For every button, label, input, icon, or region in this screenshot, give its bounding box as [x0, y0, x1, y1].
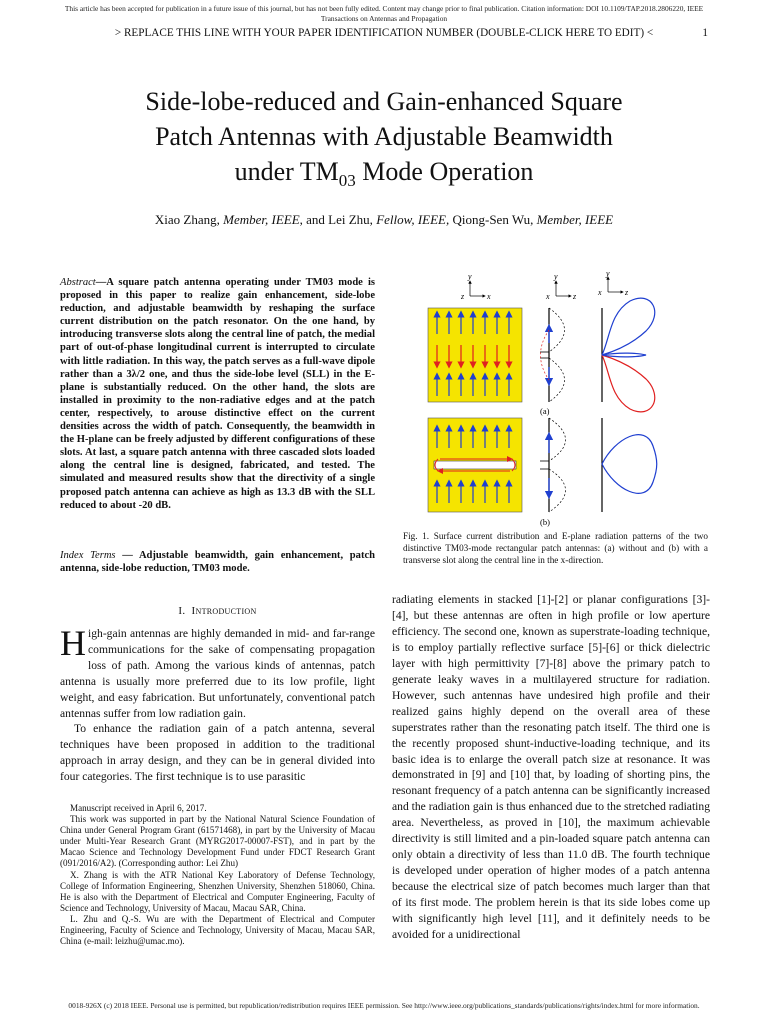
caption-text: Surface current distribution and E-plane radiation patterns of the two distinctive TM03-mode rectangular patch antennas: (a) without and (b) with a transverse slot along the central line in the x-direction.: [403, 531, 708, 565]
axis-triad-2: [556, 282, 570, 296]
abstract: [60, 276, 375, 512]
axis-label-y3: y: [606, 269, 610, 278]
axis-triad-1: [470, 282, 484, 296]
axis-label-z2: z: [573, 292, 577, 301]
title-line-1: Side-lobe-reduced and Gain-enhanced Square: [145, 87, 623, 116]
title-line-3: under $TM_{03}$ Mode Operation: [234, 157, 534, 191]
index-terms: [60, 549, 375, 575]
figure-caption: [403, 530, 708, 566]
subfigure-label-b: (b): [540, 517, 550, 527]
axis-label-y1: y: [468, 272, 472, 281]
paper-title: [60, 84, 708, 198]
page-number: 1: [702, 27, 708, 39]
axis-label-x1: x: [487, 292, 491, 301]
right-column-text: radiating elements in stacked [1]-[2] or planar configurations [3]-[4], but these antennas are often in high profile or low aperture efficiency. The second one, known as superstrate-loading technique, is to employ partially reflective surface [5]-[6] or thick dielectric layer with high permittivity [7]-[8] above the primary patch to generate leaky waves in a multilayered structure for radiation. However, such antennas have undesired high profile and their realized gains highly depend on the overall area of these superstrates rather than the resonating patch itself. The third one is the recently proposed shunt-inductive-loading technique, and its basic idea is to enlarge the overall patch size at resonance. It was demonstrated in [9] and [10] that, by loading of shorting pins, the resonant frequency of a patch antenna can be significantly increased and the radiation gain is thus enhanced due to the stretched radiating area. Nevertheless, as proved in [10], the maximum achievable directivity is still limited and a pin-loaded square patch antenna can only obtain a directivity of less than 11.0 dB. The fourth technique is developed under operation of higher modes of a patch antenna because the electrical size of patch becomes much larger than that of its first mode. The problem herein is that its side lobes come up with significantly high level [11], and it definitely needs to be avoided for a unidirectional: [392, 593, 710, 942]
patch-a: [428, 308, 522, 402]
axis-label-z3: z: [625, 288, 629, 297]
radiation-pattern-b: [602, 418, 657, 512]
abstract-label: Abstract: [60, 277, 96, 288]
caption-label: Fig. 1.: [403, 531, 430, 541]
author-list: Xiao Zhang, Member, IEEE, and Lei Zhu, Fellow, IEEE, Qiong-Sen Wu, Member, IEEE: [154, 212, 614, 227]
subfigure-label-a: (a): [540, 406, 550, 416]
side-view-a: [540, 308, 565, 402]
copyright-footer: 0018-926X (c) 2018 IEEE. Personal use is permitted, but republication/redistribution requires IEEE permission. See http://www.ieee.org/publications_standards/publications/rights/index.html for more information.: [68, 1001, 700, 1010]
notice-line-1: This article has been accepted for publication in a future issue of this journal, but has not been fully edited. Content may change prior to final publication. Citation information: DOI 10.1109/TAP.2018.2806220, IEEE: [64, 4, 704, 13]
section-heading: I. Introduction: [178, 605, 257, 617]
axis-label-x2: x: [546, 292, 550, 301]
axis-label-z1: z: [461, 292, 465, 301]
radiation-pattern-a: [602, 298, 655, 412]
abstract-text: —A square patch antenna operating under TM03 mode is proposed in this paper to realize gain enhancement, side-lobe reduction, and adjustable beamwidth by reshaping the surface current distribution on the patch resonator. On the one hand, by introducing transverse slots along the central line of patch, the medial part of out-of-phase longitudinal current is interrupted to circulate with little radiation. In this way, the patch serves as a full-wave dipole rather than a 3λ/2 one, and thus the side-lobe level (SLL) in the E-plane is substantially reduced. On the other hand, the slots are installed in proximity to the non-radiative edges and at the patch center, respectively, to arouse distinctive effect on the current densities across the width of patch. Consequently, the beamwidth in the H-plane can be freely adjusted by different configurations of these slots. At last, a square patch antenna with three cascaded slots loaded along the central line is designed, fabricated, and tested. The simulated and measured results show that the directivity of a single proposed patch antenna can achieve as high as 13.3 dB with the SLL reduced to about -20 dB.: [60, 277, 375, 511]
footnotes: [60, 803, 375, 947]
drop-cap: H: [60, 623, 86, 663]
axis-label-x3: x: [598, 288, 602, 297]
intro-paragraph-1: High-gain antennas are highly demanded in mid- and far-range communications for the sake of compensating propagation loss of path. Among the various kinds of antennas, patch antenna is usually more preferred due to its low profile, light weight, and easy fabrication. But unfortunately, conventional patch antennas suffer from low radiation gain.: [60, 623, 375, 720]
introduction-text: [60, 623, 375, 785]
footnote-funding: This work was supported in part by the National Natural Science Foundation of China under General Program Grant (61571468), in part by the University of Macau under Multi-Year Research Grant (MYRG2017-00007-FST), and in part by the Macao Science and Technology Development Fund under FDCT Research Grant (091/2016/A2). (Corresponding author: Lei Zhu): [60, 814, 375, 869]
axis-triad-3: [608, 278, 622, 292]
title-line-2: Patch Antennas with Adjustable Beamwidth: [155, 122, 613, 151]
intro-paragraph-2: To enhance the radiation gain of a patch antenna, several techniques have been proposed in addition to the traditional approach in array design, and they can be in general divided into four categories. The first technique is to use parasitic: [60, 722, 375, 784]
footnote-affiliation-2: L. Zhu and Q.-S. Wu are with the Department of Electrical and Computer Engineering, Faculty of Science and Technology, University of Macau, Macau SAR, China (e-mail: leizhu@umac.mo).: [60, 913, 375, 947]
axis-label-y2: y: [554, 272, 558, 281]
footnote-received: Manuscript received in April 6, 2017.: [70, 803, 207, 813]
notice-line-2: Transactions on Antennas and Propagation: [320, 14, 448, 23]
index-terms-label: Index Terms: [60, 550, 116, 561]
figure-1: [420, 268, 660, 528]
journal-notice: [0, 4, 768, 24]
index-terms-text: — Adjustable beamwidth, gain enhancement, patch antenna, side-lobe reduction, TM03 mode.: [60, 550, 375, 575]
replace-line: > REPLACE THIS LINE WITH YOUR PAPER IDENTIFICATION NUMBER (DOUBLE-CLICK HERE TO EDIT) <: [114, 27, 654, 39]
transverse-slot: [434, 461, 516, 469]
footnote-affiliation-1: X. Zhang is with the ATR National Key Laboratory of Defense Technology, College of Information Engineering, Shenzhen University, Shenzhen 518060, China. He is also with the Department of Electrical and Computer Engineering, Faculty of Science and Technology, University of Macau, Macau SAR, China.: [60, 869, 375, 913]
side-view-b: [540, 418, 566, 512]
